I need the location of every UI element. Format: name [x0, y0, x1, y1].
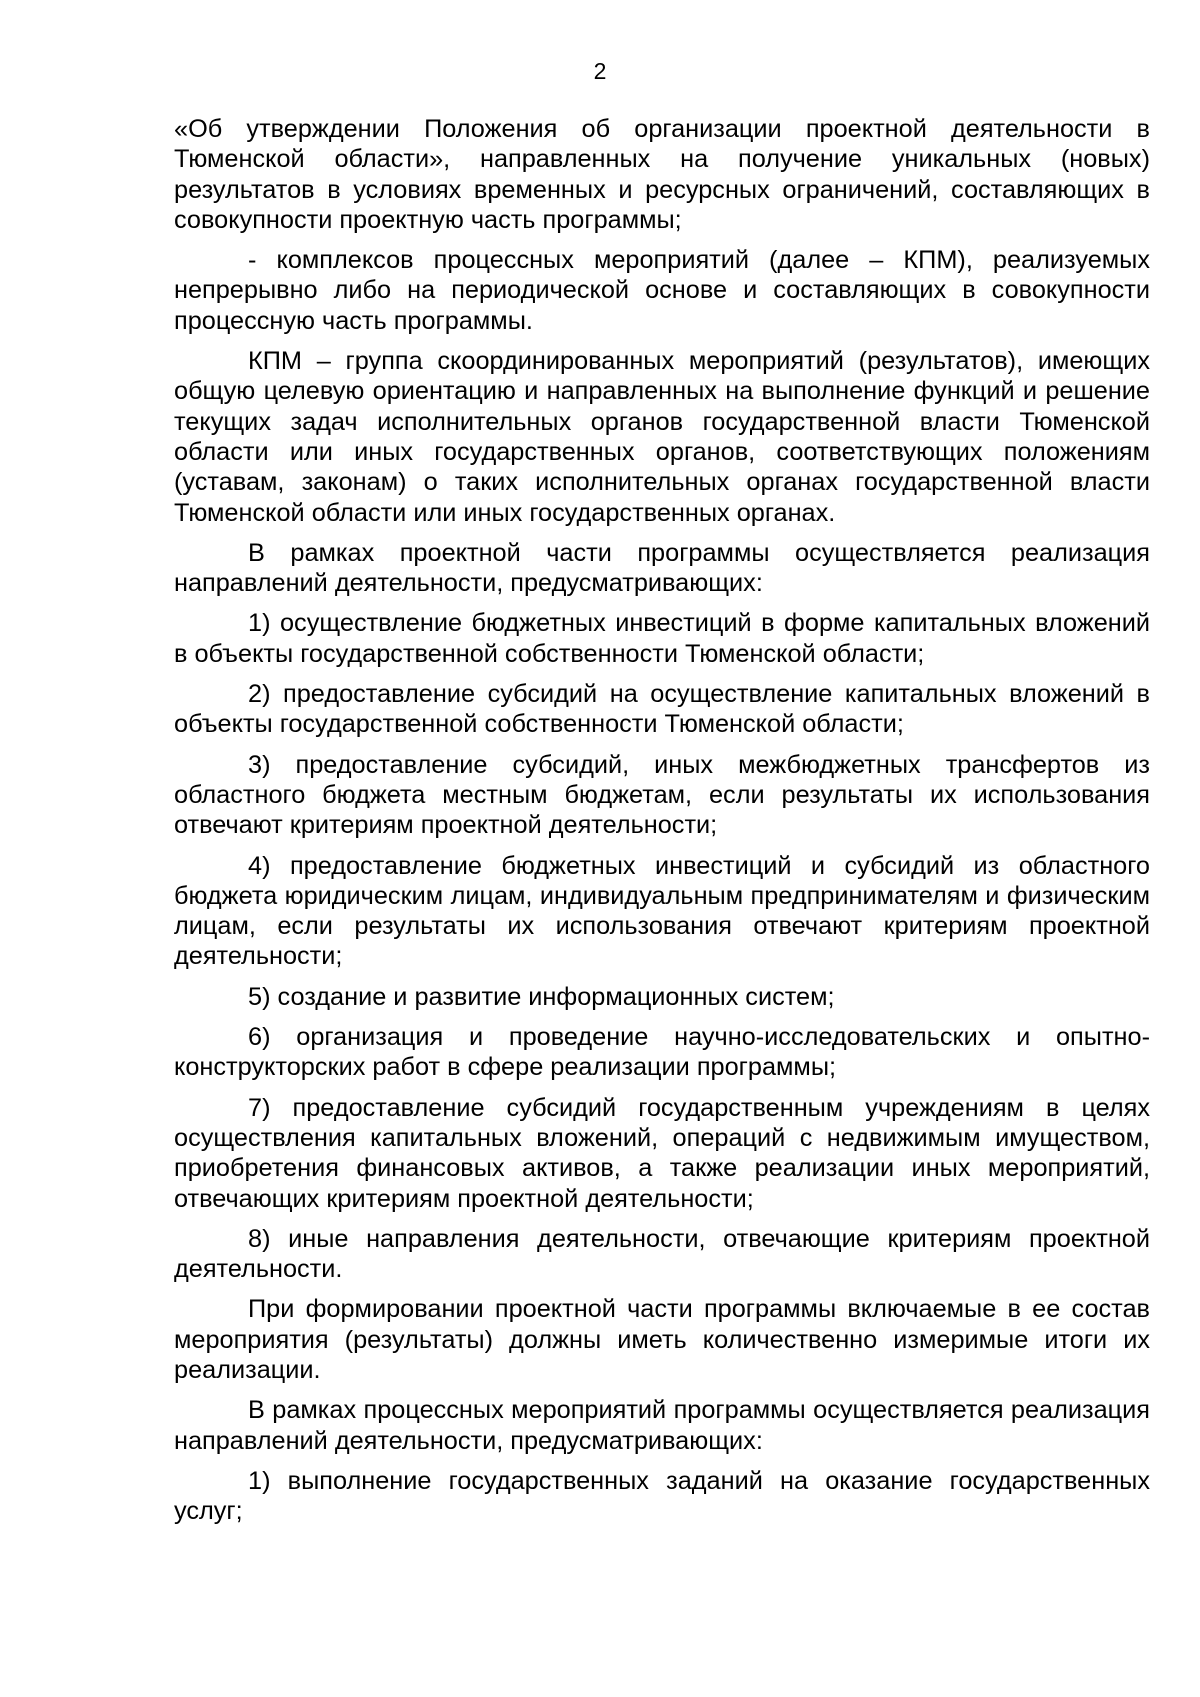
list-item-3: 3) предоставление субсидий, иных межбюджетных трансфертов из областного бюджета местным бюджетам, если результаты их использования отвечают критериям проектной деятельности; — [174, 750, 1150, 840]
list-item-6: 6) организация и проведение научно-исследовательских и опытно-конструкторских работ в сфере реализации программы; — [174, 1023, 1150, 1082]
list-item-2: 2) предоставление субсидий на осуществление капитальных вложений в объекты государственной собственности Тюменской области; — [174, 680, 1150, 739]
process-list-item-1: 1) выполнение государственных заданий на оказание государственных услуг; — [174, 1466, 1150, 1526]
list-item-4: 4) предоставление бюджетных инвестиций и субсидий из областного бюджета юридическим лицам, индивидуальным предпринимателям и физическим лицам, если результаты их использования отвечают критериям проектной деятельности; — [174, 851, 1150, 971]
list-item-5: 5) создание и развитие информационных систем; — [248, 982, 835, 1011]
page-number: 2 — [593, 58, 607, 84]
list-item-1: 1) осуществление бюджетных инвестиций в форме капитальных вложений в объекты государственной собственности Тюменской области; — [174, 609, 1150, 668]
document-body — [174, 114, 1150, 1536]
paragraph-6: В рамках процессных мероприятий программы осуществляется реализация направлений деятельности, предусматривающих: — [174, 1396, 1150, 1455]
list-item-8: 8) иные направления деятельности, отвечающие критериям проектной деятельности. — [174, 1224, 1150, 1284]
list-item-7: 7) предоставление субсидий государственным учреждениям в целях осуществления капитальных вложений, операций с недвижимым имуществом, приобретения финансовых активов, а также реализации иных мероприятий, отвечающих критериям проектной деятельности; — [174, 1093, 1150, 1213]
paragraph-4: В рамках проектной части программы осуществляется реализация направлений деятельности, предусматривающих: — [174, 538, 1150, 598]
paragraph-1: «Об утверждении Положения об организации проектной деятельности в Тюменской области», направленных на получение уникальных (новых) результатов в условиях временных и ресурсных ограничений, составляющих в совокупности проектную часть программы; — [174, 115, 1150, 234]
paragraph-2: - комплексов процессных мероприятий (далее – КПМ), реализуемых непрерывно либо на периодической основе и составляющих в совокупности процессную часть программы. — [174, 246, 1150, 335]
paragraph-5: При формировании проектной части программы включаемые в ее состав мероприятия (результаты) должны иметь количественно измеримые итоги их реализации. — [174, 1295, 1150, 1384]
paragraph-3: КПМ – группа скоординированных мероприятий (результатов), имеющих общую целевую ориентацию и направленных на выполнение функций и решение текущих задач исполнительных органов государственной власти Тюменской области или иных государственных органов, соответствующих положениям (уставам, законам) о таких исполнительных органах государственной власти Тюменской области или иных государственных органах. — [174, 347, 1150, 527]
